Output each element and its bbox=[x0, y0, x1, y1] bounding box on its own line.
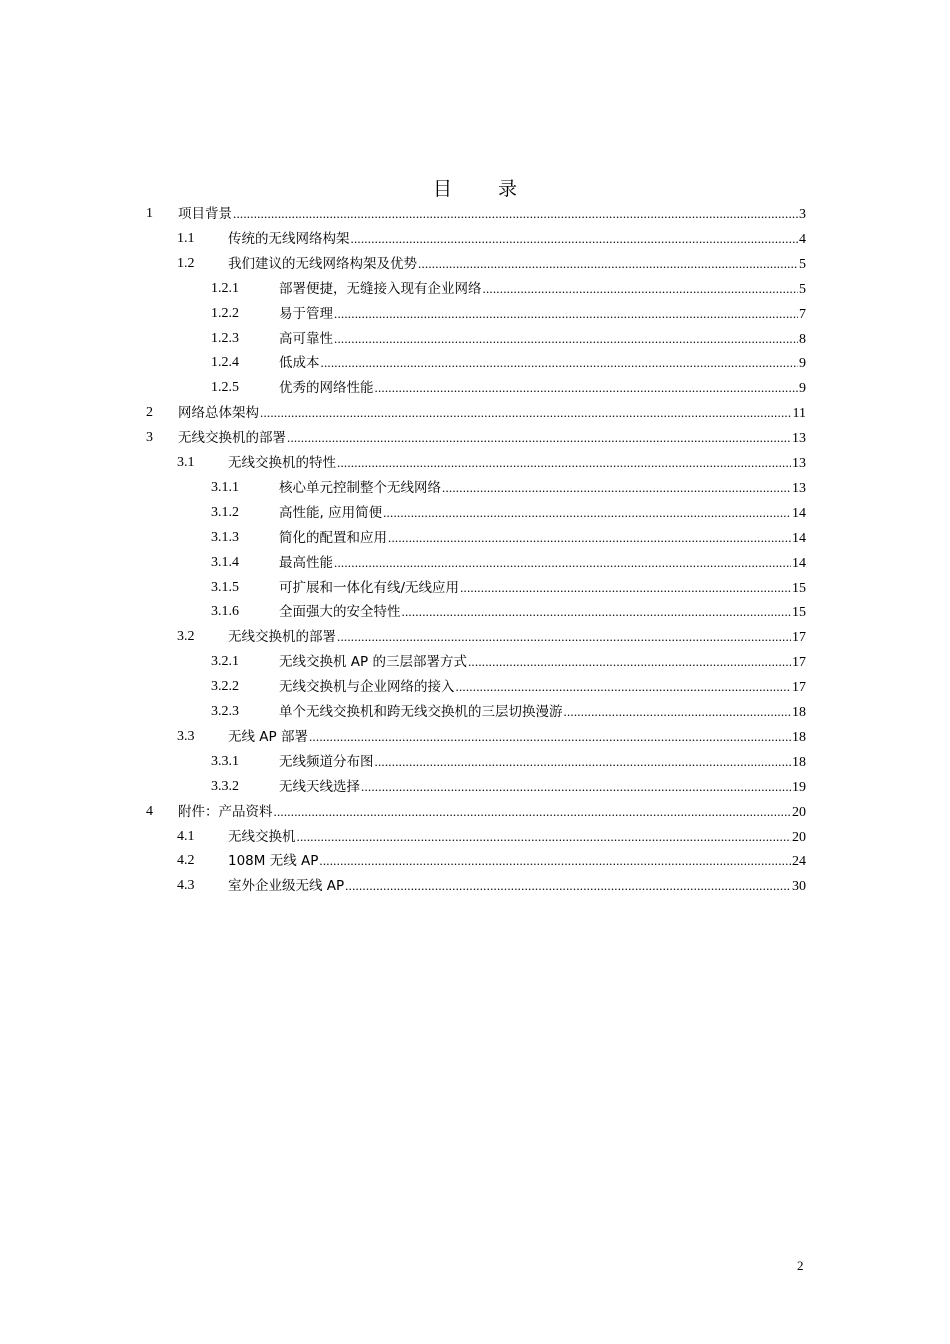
toc-dot-leader bbox=[418, 251, 798, 276]
toc-entry-number: 3.2 bbox=[177, 629, 195, 645]
toc-entry-line bbox=[279, 525, 806, 551]
toc-entry-page: 24 bbox=[792, 854, 806, 870]
toc-entry-page: 11 bbox=[792, 406, 806, 422]
toc-entry-title: 部署便捷，无缝接入现有企业网络 bbox=[279, 280, 482, 297]
toc-dot-leader bbox=[337, 450, 791, 475]
toc-dot-leader bbox=[287, 425, 791, 450]
toc-dot-leader bbox=[402, 599, 792, 624]
toc-entry-page: 20 bbox=[792, 804, 806, 820]
toc-entry-line bbox=[279, 500, 806, 526]
toc-entry-line bbox=[279, 575, 806, 601]
toc-entry-title: 传统的无线网络构架 bbox=[228, 230, 350, 247]
toc-entry-page: 19 bbox=[792, 779, 806, 795]
toc-entry-line bbox=[279, 774, 806, 800]
toc-entry-title: 最高性能 bbox=[279, 554, 333, 571]
toc-dot-leader bbox=[456, 674, 792, 699]
toc-entry[interactable] bbox=[0, 848, 950, 873]
toc-entry[interactable] bbox=[0, 201, 950, 226]
toc-entry-title: 无线天线选择 bbox=[279, 778, 360, 795]
toc-entry-title: 单个无线交换机和跨无线交换机的三层切换漫游 bbox=[279, 704, 563, 720]
toc-entry-page: 17 bbox=[792, 680, 806, 696]
toc-entry-number: 1 bbox=[146, 206, 153, 221]
toc-entry-page: 18 bbox=[792, 705, 806, 720]
toc-entry-line bbox=[228, 251, 806, 277]
toc-entry-title: 无线交换机 AP 的三层部署方式 bbox=[279, 654, 467, 671]
toc-entry-number: 3.1.4 bbox=[211, 554, 239, 570]
toc-entry[interactable] bbox=[0, 326, 950, 351]
toc-dot-leader bbox=[483, 276, 799, 301]
toc-entry-page: 9 bbox=[799, 381, 806, 397]
toc-entry[interactable] bbox=[0, 774, 950, 799]
toc-dot-leader bbox=[388, 525, 791, 550]
toc-entry-page: 20 bbox=[792, 829, 806, 845]
toc-entry-line bbox=[178, 799, 806, 825]
toc-entry-number: 3.3 bbox=[177, 728, 195, 744]
toc-entry-title: 无线交换机与企业网络的接入 bbox=[279, 679, 455, 696]
toc-entry-title: 室外企业级无线 AP bbox=[228, 878, 345, 895]
toc-entry-page: 13 bbox=[792, 431, 806, 447]
toc-entry[interactable] bbox=[0, 824, 950, 849]
toc-entry-title: 108M 无线 AP bbox=[228, 853, 319, 870]
toc-entry-line bbox=[279, 649, 806, 675]
toc-entry-title: 易于管理 bbox=[279, 305, 333, 322]
toc-dot-leader bbox=[564, 699, 792, 724]
toc-entry-number: 3.3.2 bbox=[211, 778, 239, 794]
toc-dot-leader bbox=[442, 475, 791, 500]
toc-entry-line bbox=[279, 749, 806, 775]
toc-entry-line bbox=[279, 475, 806, 501]
toc-entry-line bbox=[279, 699, 806, 725]
toc-entry-line bbox=[178, 425, 806, 451]
toc-entry-title: 无线交换机的特性 bbox=[228, 455, 336, 471]
toc-entry[interactable] bbox=[0, 500, 950, 525]
toc-entry-title: 附件：产品资料 bbox=[178, 803, 273, 820]
toc-entry-page: 3 bbox=[799, 207, 806, 222]
toc-entry-number: 3.1.2 bbox=[211, 504, 239, 520]
toc-entry[interactable] bbox=[0, 749, 950, 774]
toc-entry[interactable] bbox=[0, 450, 950, 475]
toc-entry-page: 4 bbox=[799, 231, 806, 247]
toc-entry-title: 无线交换机的部署 bbox=[228, 629, 336, 646]
toc-dot-leader bbox=[383, 500, 791, 525]
toc-entry-title: 无线频道分布图 bbox=[279, 753, 374, 770]
toc-entry-number: 1.2.2 bbox=[211, 305, 239, 321]
toc-dot-leader bbox=[334, 550, 791, 575]
toc-title bbox=[0, 174, 950, 201]
toc-entry-number: 3.3.1 bbox=[211, 753, 239, 769]
toc-entry-number: 3.1.6 bbox=[211, 604, 239, 620]
page-number: 2 bbox=[797, 1258, 804, 1273]
toc-entry-number: 3.1.5 bbox=[211, 579, 239, 595]
toc-entry-number: 4.2 bbox=[177, 853, 195, 869]
toc-entry-number: 2 bbox=[146, 405, 153, 421]
toc-entry-page: 13 bbox=[792, 456, 806, 471]
toc-dot-leader bbox=[319, 848, 791, 873]
toc-entry[interactable] bbox=[0, 699, 950, 724]
toc-entry-line bbox=[279, 276, 806, 302]
toc-entry-line bbox=[228, 724, 806, 750]
toc-entry-number: 4.1 bbox=[177, 828, 195, 844]
toc-entry-number: 3.2.1 bbox=[211, 654, 239, 670]
toc-entry-page: 5 bbox=[799, 256, 806, 272]
toc-entry-page: 18 bbox=[792, 729, 806, 745]
toc-entry-line bbox=[178, 201, 806, 227]
toc-entry-page: 8 bbox=[799, 331, 806, 347]
toc-entry[interactable] bbox=[0, 649, 950, 674]
toc-entry-number: 1.2 bbox=[177, 255, 195, 271]
toc-entry-title: 低成本 bbox=[279, 355, 320, 372]
toc-entry-line bbox=[279, 350, 806, 376]
toc-entry-page: 15 bbox=[792, 580, 806, 596]
toc-entry[interactable] bbox=[0, 251, 950, 276]
toc-entry-title: 网络总体架构 bbox=[178, 405, 259, 422]
toc-entry-line bbox=[178, 400, 806, 426]
toc-dot-leader bbox=[321, 350, 799, 375]
toc-entry-page: 15 bbox=[792, 605, 806, 621]
toc-entry[interactable] bbox=[0, 599, 950, 624]
toc-entry-title: 可扩展和一体化有线/无线应用 bbox=[279, 579, 460, 596]
toc-dot-leader bbox=[468, 649, 791, 674]
toc-entry-page: 13 bbox=[792, 480, 806, 496]
toc-entry-page: 14 bbox=[792, 555, 806, 571]
toc-entry-page: 17 bbox=[792, 655, 806, 671]
toc-dot-leader bbox=[351, 226, 799, 251]
toc-entry-page: 14 bbox=[792, 505, 806, 521]
toc-entry-title: 项目背景 bbox=[178, 206, 232, 222]
toc-entry-title: 简化的配置和应用 bbox=[279, 529, 387, 546]
toc-entry-number: 3.2.3 bbox=[211, 704, 239, 719]
toc-entry[interactable] bbox=[0, 226, 950, 251]
toc-dot-leader bbox=[334, 301, 798, 326]
toc-entry-line bbox=[228, 824, 806, 850]
toc-entry-number: 1.2.1 bbox=[211, 280, 239, 296]
toc-entry[interactable] bbox=[0, 550, 950, 575]
toc-entry[interactable] bbox=[0, 276, 950, 301]
toc-entry-line bbox=[228, 450, 806, 476]
toc-entry-line bbox=[228, 873, 806, 899]
toc-entry-page: 14 bbox=[792, 530, 806, 546]
toc-entry-number: 3.2.2 bbox=[211, 679, 239, 695]
toc-entry-line bbox=[279, 375, 806, 401]
toc-entry-title: 高性能, 应用简便 bbox=[279, 504, 383, 521]
toc-entry-page: 18 bbox=[792, 754, 806, 770]
toc-dot-leader bbox=[375, 749, 792, 774]
toc-entry[interactable] bbox=[0, 624, 950, 649]
toc-entry-line bbox=[228, 624, 806, 650]
toc-entry-line bbox=[279, 599, 806, 625]
toc-entry[interactable] bbox=[0, 873, 950, 898]
toc-entry[interactable] bbox=[0, 799, 950, 824]
toc-entry[interactable] bbox=[0, 350, 950, 375]
toc-entry-title: 无线 AP 部署 bbox=[228, 728, 308, 745]
toc-entry[interactable] bbox=[0, 400, 950, 425]
toc-entry-title: 我们建议的无线网络构架及优势 bbox=[228, 255, 417, 272]
toc-dot-leader bbox=[274, 799, 792, 824]
toc-entry-page: 5 bbox=[799, 281, 806, 297]
toc-entry[interactable] bbox=[0, 575, 950, 600]
toc-dot-leader bbox=[260, 400, 792, 425]
toc-entry-number: 3 bbox=[146, 430, 153, 446]
toc-entry-title: 核心单元控制整个无线网络 bbox=[279, 479, 441, 496]
toc-dot-leader bbox=[460, 575, 791, 600]
toc-title-char-2: 录 bbox=[498, 178, 518, 200]
toc-entry-line bbox=[279, 550, 806, 576]
toc-entry-number: 1.2.4 bbox=[211, 355, 239, 371]
toc-entry-line bbox=[279, 326, 806, 352]
toc-entry-page: 30 bbox=[792, 879, 806, 895]
toc-entry[interactable] bbox=[0, 425, 950, 450]
toc-entry-number: 1.2.5 bbox=[211, 380, 239, 396]
toc-entry[interactable] bbox=[0, 301, 950, 326]
toc-entry-number: 4.3 bbox=[177, 878, 195, 894]
toc-entry-number: 4 bbox=[146, 803, 153, 819]
toc-entry[interactable] bbox=[0, 475, 950, 500]
toc-dot-leader bbox=[297, 824, 792, 849]
toc-entry-line bbox=[279, 674, 806, 700]
toc-entry[interactable] bbox=[0, 525, 950, 550]
toc-entry-number: 3.1.3 bbox=[211, 529, 239, 545]
toc-entry[interactable] bbox=[0, 674, 950, 699]
toc-dot-leader bbox=[334, 326, 798, 351]
toc-dot-leader bbox=[361, 774, 791, 799]
toc-entry-title: 优秀的网络性能 bbox=[279, 380, 374, 397]
toc-entry-title: 高可靠性 bbox=[279, 330, 333, 347]
toc-entry-page: 17 bbox=[792, 630, 806, 646]
toc-entry-title: 无线交换机的部署 bbox=[178, 430, 286, 447]
toc-dot-leader bbox=[309, 724, 791, 749]
toc-entry-title: 全面强大的安全特性 bbox=[279, 604, 401, 621]
toc-entry-page: 7 bbox=[799, 306, 806, 322]
toc-entry-number: 3.1.1 bbox=[211, 479, 239, 495]
toc-entry-line bbox=[279, 301, 806, 327]
toc-dot-leader bbox=[337, 624, 791, 649]
toc-entry[interactable] bbox=[0, 375, 950, 400]
toc-entry[interactable] bbox=[0, 724, 950, 749]
toc-entry-title: 无线交换机 bbox=[228, 828, 296, 845]
toc-entry-number: 1.2.3 bbox=[211, 330, 239, 346]
toc-dot-leader bbox=[233, 201, 798, 226]
toc-entry-page: 9 bbox=[799, 356, 806, 372]
toc-entry-number: 3.1 bbox=[177, 455, 195, 470]
toc-title-char-1: 目 bbox=[432, 178, 452, 200]
toc-dot-leader bbox=[345, 873, 791, 898]
toc-entry-line bbox=[228, 848, 806, 874]
toc-entry-line bbox=[228, 226, 806, 252]
toc-entry-number: 1.1 bbox=[177, 230, 195, 246]
toc-dot-leader bbox=[375, 375, 799, 400]
